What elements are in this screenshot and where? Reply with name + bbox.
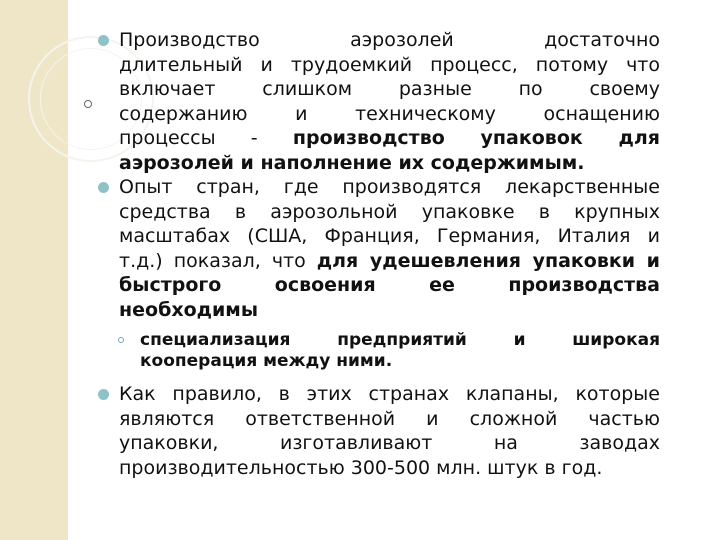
sub-bullet-icon xyxy=(118,337,124,343)
text-line: включает слишком разные по своему xyxy=(119,78,660,100)
text-line: Как правило, в этих странах клапаны, которые xyxy=(119,383,660,405)
text-line: производительностью 300-500 млн. штук в год. xyxy=(119,456,603,479)
text-line: содержанию и техническому оснащению xyxy=(119,102,660,125)
sub-bullet-item xyxy=(98,330,660,372)
text-line-bold xyxy=(119,151,660,176)
text-line-mixed xyxy=(119,126,660,151)
text-line-mixed xyxy=(119,249,660,274)
text-line: Производство аэрозолей достаточно xyxy=(119,29,660,51)
decorative-circle-small xyxy=(84,100,92,108)
text-line-bold xyxy=(119,298,660,323)
text-line: длительный и трудоемкий процесс, потому что xyxy=(119,53,660,76)
bold-text: для удешевления упаковки и xyxy=(316,249,660,272)
bold-text: аэрозолей и наполнение их содержимым. xyxy=(119,151,585,174)
text-segment: т.д.) показал, что xyxy=(119,249,317,272)
text-line: являются ответственной и сложной частью xyxy=(119,407,660,430)
text-segment: процессы - xyxy=(119,127,293,149)
text-line-bold: кооперация между ними. xyxy=(140,351,393,371)
bullet-paragraph-2 xyxy=(98,175,660,322)
text-line: Опыт стран, где производятся лекарственные xyxy=(119,176,660,198)
text-line: средства в аэрозольной упаковке в крупных xyxy=(119,200,660,223)
text-line-bold: специализация предприятий и широкая xyxy=(140,330,660,350)
bold-text: быстрого освоения ее производства xyxy=(119,274,660,296)
bold-text: необходимы xyxy=(119,298,259,321)
text-line: масштабах (США, Франция, Германия, Италия и xyxy=(119,225,660,247)
bullet-paragraph-1 xyxy=(98,28,660,175)
bullet-icon xyxy=(98,389,109,400)
text-line: упаковки, изготавливают на заводах xyxy=(119,432,660,454)
bullet-paragraph-3 xyxy=(98,382,660,480)
bold-text: производство упаковок для xyxy=(292,127,661,149)
slide-content xyxy=(98,28,660,480)
text-line-bold xyxy=(119,273,660,298)
bullet-icon xyxy=(98,182,109,193)
bullet-icon xyxy=(98,35,109,46)
